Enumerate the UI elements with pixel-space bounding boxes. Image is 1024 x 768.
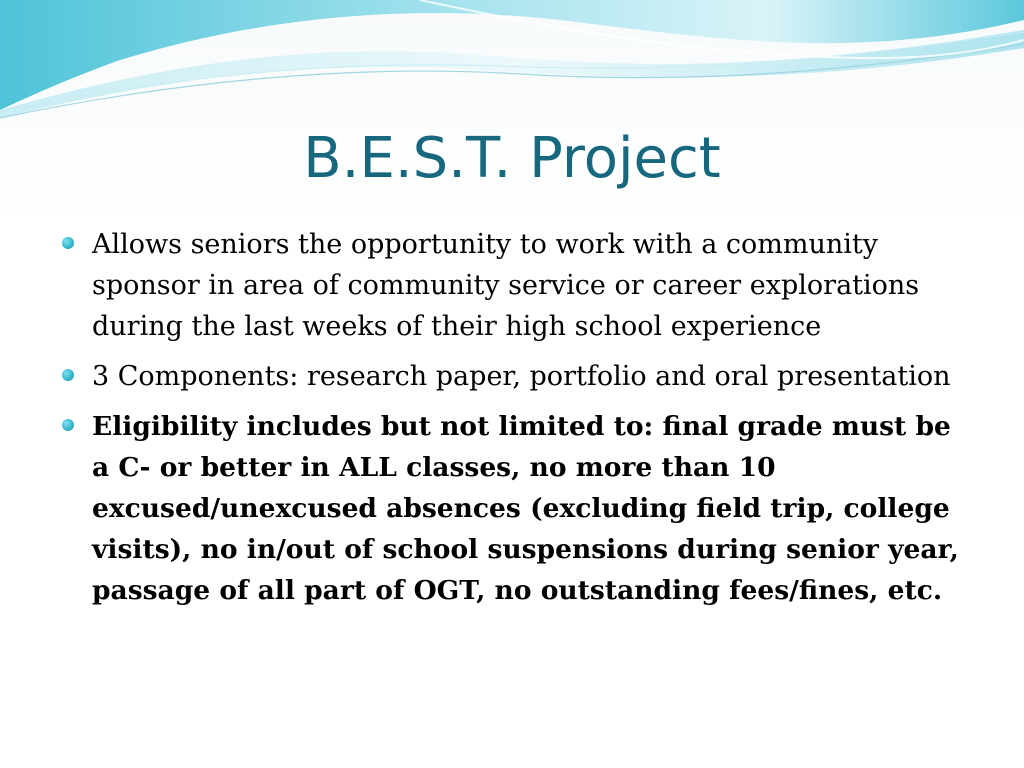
decorative-wave-header xyxy=(0,0,1024,130)
bullet-dot-icon xyxy=(62,419,74,431)
bullet-list xyxy=(62,224,972,620)
bullet-text: Eligibility includes but not limited to: final grade must be a C- or better in ALL classes, no more than 10 excused/unexcused absences (excluding field trip, college visits), no in/out of school suspensions during senior year, passage of all part of OGT, no outstanding fees/fines, etc. xyxy=(92,411,959,606)
bullet-text: 3 Components: research paper, portfolio and oral presentation xyxy=(92,361,951,392)
bullet-item-eligibility xyxy=(62,406,972,611)
bullet-item-description xyxy=(62,224,972,347)
bullet-dot-icon xyxy=(62,369,74,381)
slide-title: B.E.S.T. Project xyxy=(303,126,721,191)
bullet-dot-icon xyxy=(62,237,74,249)
bullet-text: Allows seniors the opportunity to work with a community sponsor in area of community service or career explorations during the last weeks of their high school experience xyxy=(92,229,920,342)
bullet-item-components xyxy=(62,356,972,397)
